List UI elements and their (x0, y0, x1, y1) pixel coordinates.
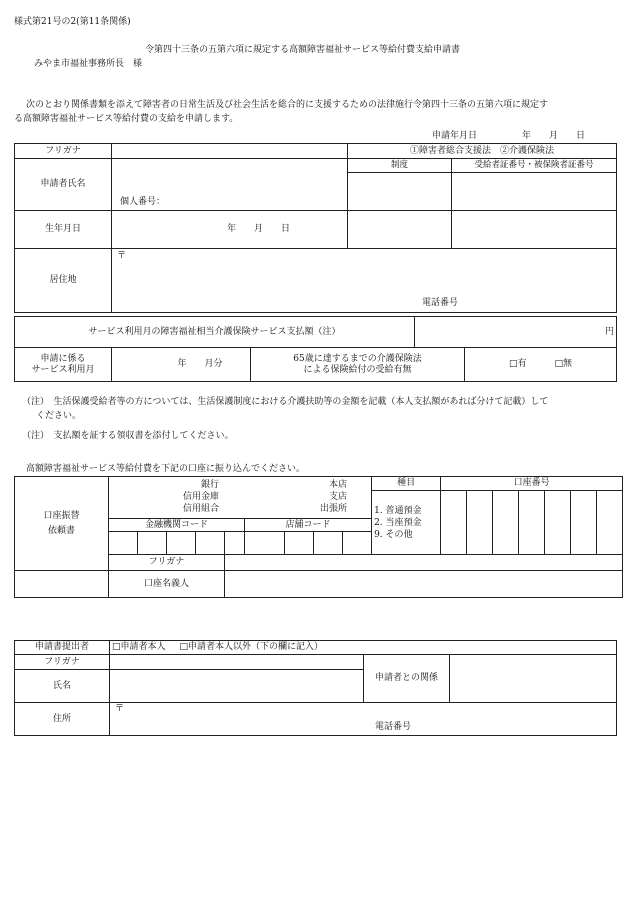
expense-table (14, 316, 617, 348)
account-digit-1[interactable] (441, 491, 467, 555)
account-digit-2[interactable] (467, 491, 493, 555)
birth-field[interactable]: 年 月 日 (112, 211, 348, 249)
yes-checkbox[interactable]: □有 (508, 359, 527, 369)
note-1-line-1: （注） 生活保護受給者等の方については、生活保護制度における介護扶助等の金額を記載（本人支払額があれば分けて記載）して (22, 397, 549, 407)
branch-code-digit-3[interactable] (343, 532, 372, 555)
branch-code-spacer (245, 532, 285, 555)
holder-furigana-field[interactable] (225, 555, 623, 571)
shinkin-option: 信用金庫 (182, 492, 219, 502)
bank-code-digit-4[interactable] (225, 532, 245, 555)
holder-name-label: 口座名義人 (109, 571, 225, 598)
service-month-table (14, 347, 617, 382)
applicant-name-field[interactable] (112, 159, 348, 211)
shucchosho-option: 出張所 (319, 504, 347, 514)
cert-number-field-2[interactable] (452, 211, 617, 249)
account-digit-3[interactable] (493, 491, 519, 555)
note-2: （注） 支払額を証する領収書を添付してください。 (22, 431, 234, 441)
submitter-other-checkbox[interactable]: □申請者本人以外（下の欄に記入） (179, 642, 324, 652)
furigana-field[interactable] (112, 144, 348, 159)
personal-number-label: 個人番号： (120, 197, 166, 207)
system-header: 制度 (348, 159, 452, 173)
submitter-table (14, 640, 617, 736)
account-type-header: 種目 (372, 477, 441, 491)
shiten-option: 支店 (328, 492, 347, 502)
cert-number-header: 受給者証番号・被保険者証番号 (452, 159, 617, 173)
bank-transfer-label (15, 477, 109, 571)
submitter-name-label: 氏名 (15, 670, 110, 703)
submitter-options (110, 641, 617, 655)
form-number: 様式第21号の2(第11条関係) (14, 17, 131, 27)
bank-intro: 高額障害福祉サービス等給付費を下記の口座に振り込んでください。 (26, 464, 306, 474)
expense-field[interactable] (415, 317, 617, 348)
age65-question-1: 65歳に達するまでの介護保険法 (293, 353, 422, 364)
expense-label: サービス利用月の障害福祉相当介護保険サービス支払額（注） (15, 317, 415, 348)
no-checkbox[interactable]: □無 (554, 359, 573, 369)
submitter-self-checkbox[interactable]: □申請者本人 (112, 642, 166, 652)
branch-code-header: 店舗コード (245, 519, 372, 532)
service-month-field[interactable]: 年 月分 (112, 348, 251, 382)
account-digit-6[interactable] (571, 491, 597, 555)
submitter-name-field[interactable] (110, 670, 364, 703)
bank-code-header: 金融機関コード (109, 519, 245, 532)
holder-furigana-label: フリガナ (109, 555, 225, 571)
submitter-address-label: 住所 (15, 703, 110, 736)
relation-field[interactable] (450, 655, 617, 703)
bank-table (14, 476, 623, 598)
yen-unit: 円 (604, 326, 614, 337)
honten-option: 本店 (328, 480, 347, 490)
addressee: みやま市福祉事務所長 様 (34, 59, 143, 69)
bank-code-spacer (109, 532, 138, 555)
account-digit-7[interactable] (597, 491, 623, 555)
bank-name-field[interactable] (109, 477, 372, 519)
date-value: 年 月 日 (522, 131, 586, 141)
law-options: ①障害者総合支援法 ②介護保険法 (348, 144, 617, 159)
account-digit-4[interactable] (519, 491, 545, 555)
bank-transfer-label-2: 依頼書 (47, 525, 75, 536)
age65-question-2: による保険給付の受給有無 (303, 364, 412, 375)
relation-label: 申請者との関係 (364, 655, 450, 703)
intro-text-2: る高額障害福祉サービス等給付費の支給を申請します。 (14, 114, 239, 124)
type-current: 2. 当座預金 (374, 517, 422, 528)
service-month-label-2: サービス利用月 (31, 364, 95, 375)
applicant-table (14, 143, 617, 313)
type-other: 9. その他 (374, 529, 413, 540)
system-field-2[interactable] (348, 211, 452, 249)
system-field[interactable] (348, 173, 452, 211)
submitter-furigana-field[interactable] (110, 655, 364, 670)
holder-name-field[interactable] (225, 571, 623, 598)
bank-option: 銀行 (200, 480, 219, 490)
address-label: 居住地 (15, 249, 112, 313)
account-number-header: 口座番号 (441, 477, 623, 491)
age65-question (251, 348, 465, 382)
bank-transfer-label-1: 口座振替 (43, 510, 80, 521)
submitter-label: 申請書提出者 (15, 641, 110, 655)
service-month-label-1: 申請に係る (40, 353, 86, 364)
cert-number-field[interactable] (452, 173, 617, 211)
phone-label: 電話番号 (422, 298, 459, 308)
submitter-phone-label: 電話番号 (375, 722, 412, 732)
note-1-line-2: ください。 (36, 411, 82, 421)
bank-code-digit-1[interactable] (138, 532, 167, 555)
age65-answer (465, 348, 617, 382)
kumiai-option: 信用組合 (182, 504, 219, 514)
bank-code-digit-2[interactable] (167, 532, 196, 555)
account-digit-5[interactable] (545, 491, 571, 555)
furigana-label: フリガナ (15, 144, 112, 159)
submitter-postal-mark: 〒 (115, 704, 125, 714)
date-label: 申請年月日 (432, 131, 478, 141)
birth-label: 生年月日 (15, 211, 112, 249)
service-month-label (15, 348, 112, 382)
form-title: 令第四十三条の五第六項に規定する高額障害福祉サービス等給付費支給申請書 (145, 45, 461, 55)
account-type-field[interactable] (372, 491, 441, 555)
branch-code-digit-2[interactable] (314, 532, 343, 555)
address-field[interactable] (112, 249, 617, 313)
applicant-name-label: 申請者氏名 (15, 159, 112, 211)
type-ordinary: 1. 普通預金 (374, 505, 422, 516)
postal-mark: 〒 (117, 251, 127, 261)
branch-code-digit-1[interactable] (285, 532, 314, 555)
submitter-address-field[interactable] (110, 703, 617, 736)
bank-code-digit-3[interactable] (196, 532, 225, 555)
holder-spacer (15, 571, 109, 598)
submitter-furigana-label: フリガナ (15, 655, 110, 670)
intro-text-1: 次のとおり関係書類を添えて障害者の日常生活及び社会生活を総合的に支援するための法律施行令第四十三条の五第六項に規定す (26, 100, 549, 110)
